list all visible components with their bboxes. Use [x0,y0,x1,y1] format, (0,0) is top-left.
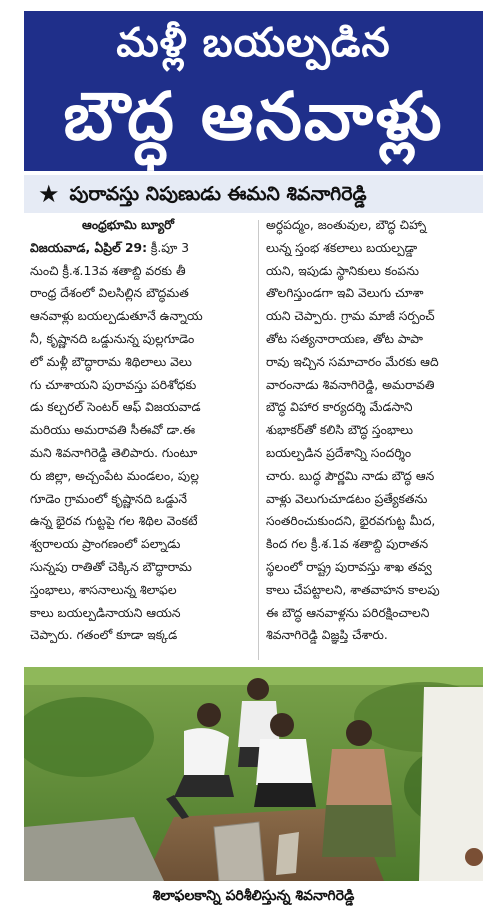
subheadline-bar [24,175,483,213]
article-line: వాళ్లు వెలుగుచూడటం ప్రత్యేకతను [266,491,428,506]
article-line: రు జిల్లా, అచ్చంపేట మండలం, పుల్ల [30,468,199,483]
column-divider [258,220,259,660]
person-foreground-right [419,687,483,881]
article-line: గూడెం గ్రామంలో కృష్ణానది ఒడ్డునే [30,491,188,506]
stone-pillar-fragment [276,832,299,875]
article-line [30,237,251,260]
photo-illustration [24,667,483,881]
article-line: నీ, కృష్ణానది ఒడ్డునున్న పుల్లగూడెం [30,331,195,346]
article-line: సున్నపు రాతితో చెక్కిన బౌద్ధారామ [30,559,192,574]
article-line: యని, ఇపుడు స్థానికులు కంపను [266,263,420,278]
article-line: శ్వరాలయ ప్రాంగణంలో పల్నాడు [30,537,181,552]
article-line: లున్న స్తంభ శకలాలు బయల్పడ్డా [266,240,418,255]
article-line: కింద గల క్రీ.శ.1వ శతాబ్ది పురాతన [266,537,429,552]
article-line: బయల్పడిన ప్రదేశాన్ని సందర్శిం [266,445,412,460]
article-line: యని చెప్పారు. గ్రామ మాజీ సర్పంచ్ [266,309,435,324]
subheadline-text: పురావస్తు నిపుణుడు ఈమని శివనాగిరెడ్డి [69,183,367,205]
inscribed-stone-slab [214,822,264,881]
article-line-text: క్రీ.పూ 3 [147,240,190,255]
article-line: తొలగిస్తుండగా ఇవి వెలుగు చూశా [266,286,424,301]
article-line: చెప్పారు. గతంలో కూడా ఇక్కడ [30,628,178,643]
article-line: శుభాకర్‌తో కలిసి బౌద్ధ స్తంభాలు [266,423,414,438]
article-line: లో మళ్లీ బౌద్ధారామ శిథిలాలు వెలు [30,354,192,369]
article-line: సంతరించుకుందని, భైరవగుట్ట మీద, [266,514,436,529]
article-line: శివనాగిరెడ్డి విజ్ఞప్తి చేశారు. [266,628,388,643]
article-line: రాంధ్ర దేశంలో విలసిల్లిన బౌద్ధమత [30,286,189,301]
byline: ఆంధ్రభూమి బ్యూరో [82,218,175,232]
article-line: చారు. బుద్ధ పౌర్ణమి నాడు బౌద్ధ ఆన [266,468,435,483]
article-line: స్థలంలో రాష్ట్ర పురావస్తు శాఖ తవ్వ [266,559,432,574]
article-line: బౌద్ధ విహార కార్యదర్శి మేడసాని [266,400,413,415]
article-line: డు కల్చరల్ సెంటర్ ఆఫ్ విజయవాడ [30,400,201,415]
article-line: ఆనవాళ్లు బయల్పడుతూనే ఉన్నాయ [30,309,203,324]
article-line: ఉన్న భైరవ గుట్టపై గల శిథిల వెంకటే [30,514,198,529]
dateline: విజయవాడ, ఏప్రిల్ 29: [30,240,148,255]
article-line: తోట సత్యనారాయణ, తోట పాపా [266,331,423,346]
star-icon: ★ [38,180,60,208]
article-line: కాలు బయల్పడినాయని ఆయన [30,605,181,620]
news-photo [24,667,483,881]
headline-banner [24,11,483,171]
article-line: నుంచి క్రీ.శ.13వ శతాబ్ది వరకు తీ [30,263,186,278]
article-line: కాలు చేపట్టాలని, శాతవాహన కాలపు [266,582,440,597]
photo-caption: శిలాఫలకాన్ని పరిశీలిస్తున్న శివనాగిరెడ్డి [152,888,355,904]
headline-line-2: బౌద్ధ ఆనవాళ్లు [63,78,444,155]
article-line: స్తంభాలు, శాసనాలున్న శిలాఫల [30,582,177,597]
article-column-right [266,214,487,647]
article-column-left [30,214,251,647]
article-line: మని శివనాగిరెడ్డి తెలిపారు. గుంటూ [30,445,198,460]
article-line: మరియు అమరావతి సీఈవో డా.ఈ [30,423,196,438]
article-line: ఈ బౌద్ధ ఆనవాళ్లను పరిరక్షించాలని [266,605,430,620]
article-line: రావు ఇచ్చిన సమాచారం మేరకు ఆది [266,354,439,369]
article-line: వారంనాడు శివనాగిరెడ్డి, అమరావతి [266,377,435,392]
article-line: గు చూశాయని పురావస్తు పరిశోధకు [30,377,197,392]
headline-line-1: మళ్లీ బయల్పడిన [116,20,391,66]
article-line: అర్ధపద్మం, జంతువుల, బౌద్ధ చిహ్నా [266,218,427,232]
